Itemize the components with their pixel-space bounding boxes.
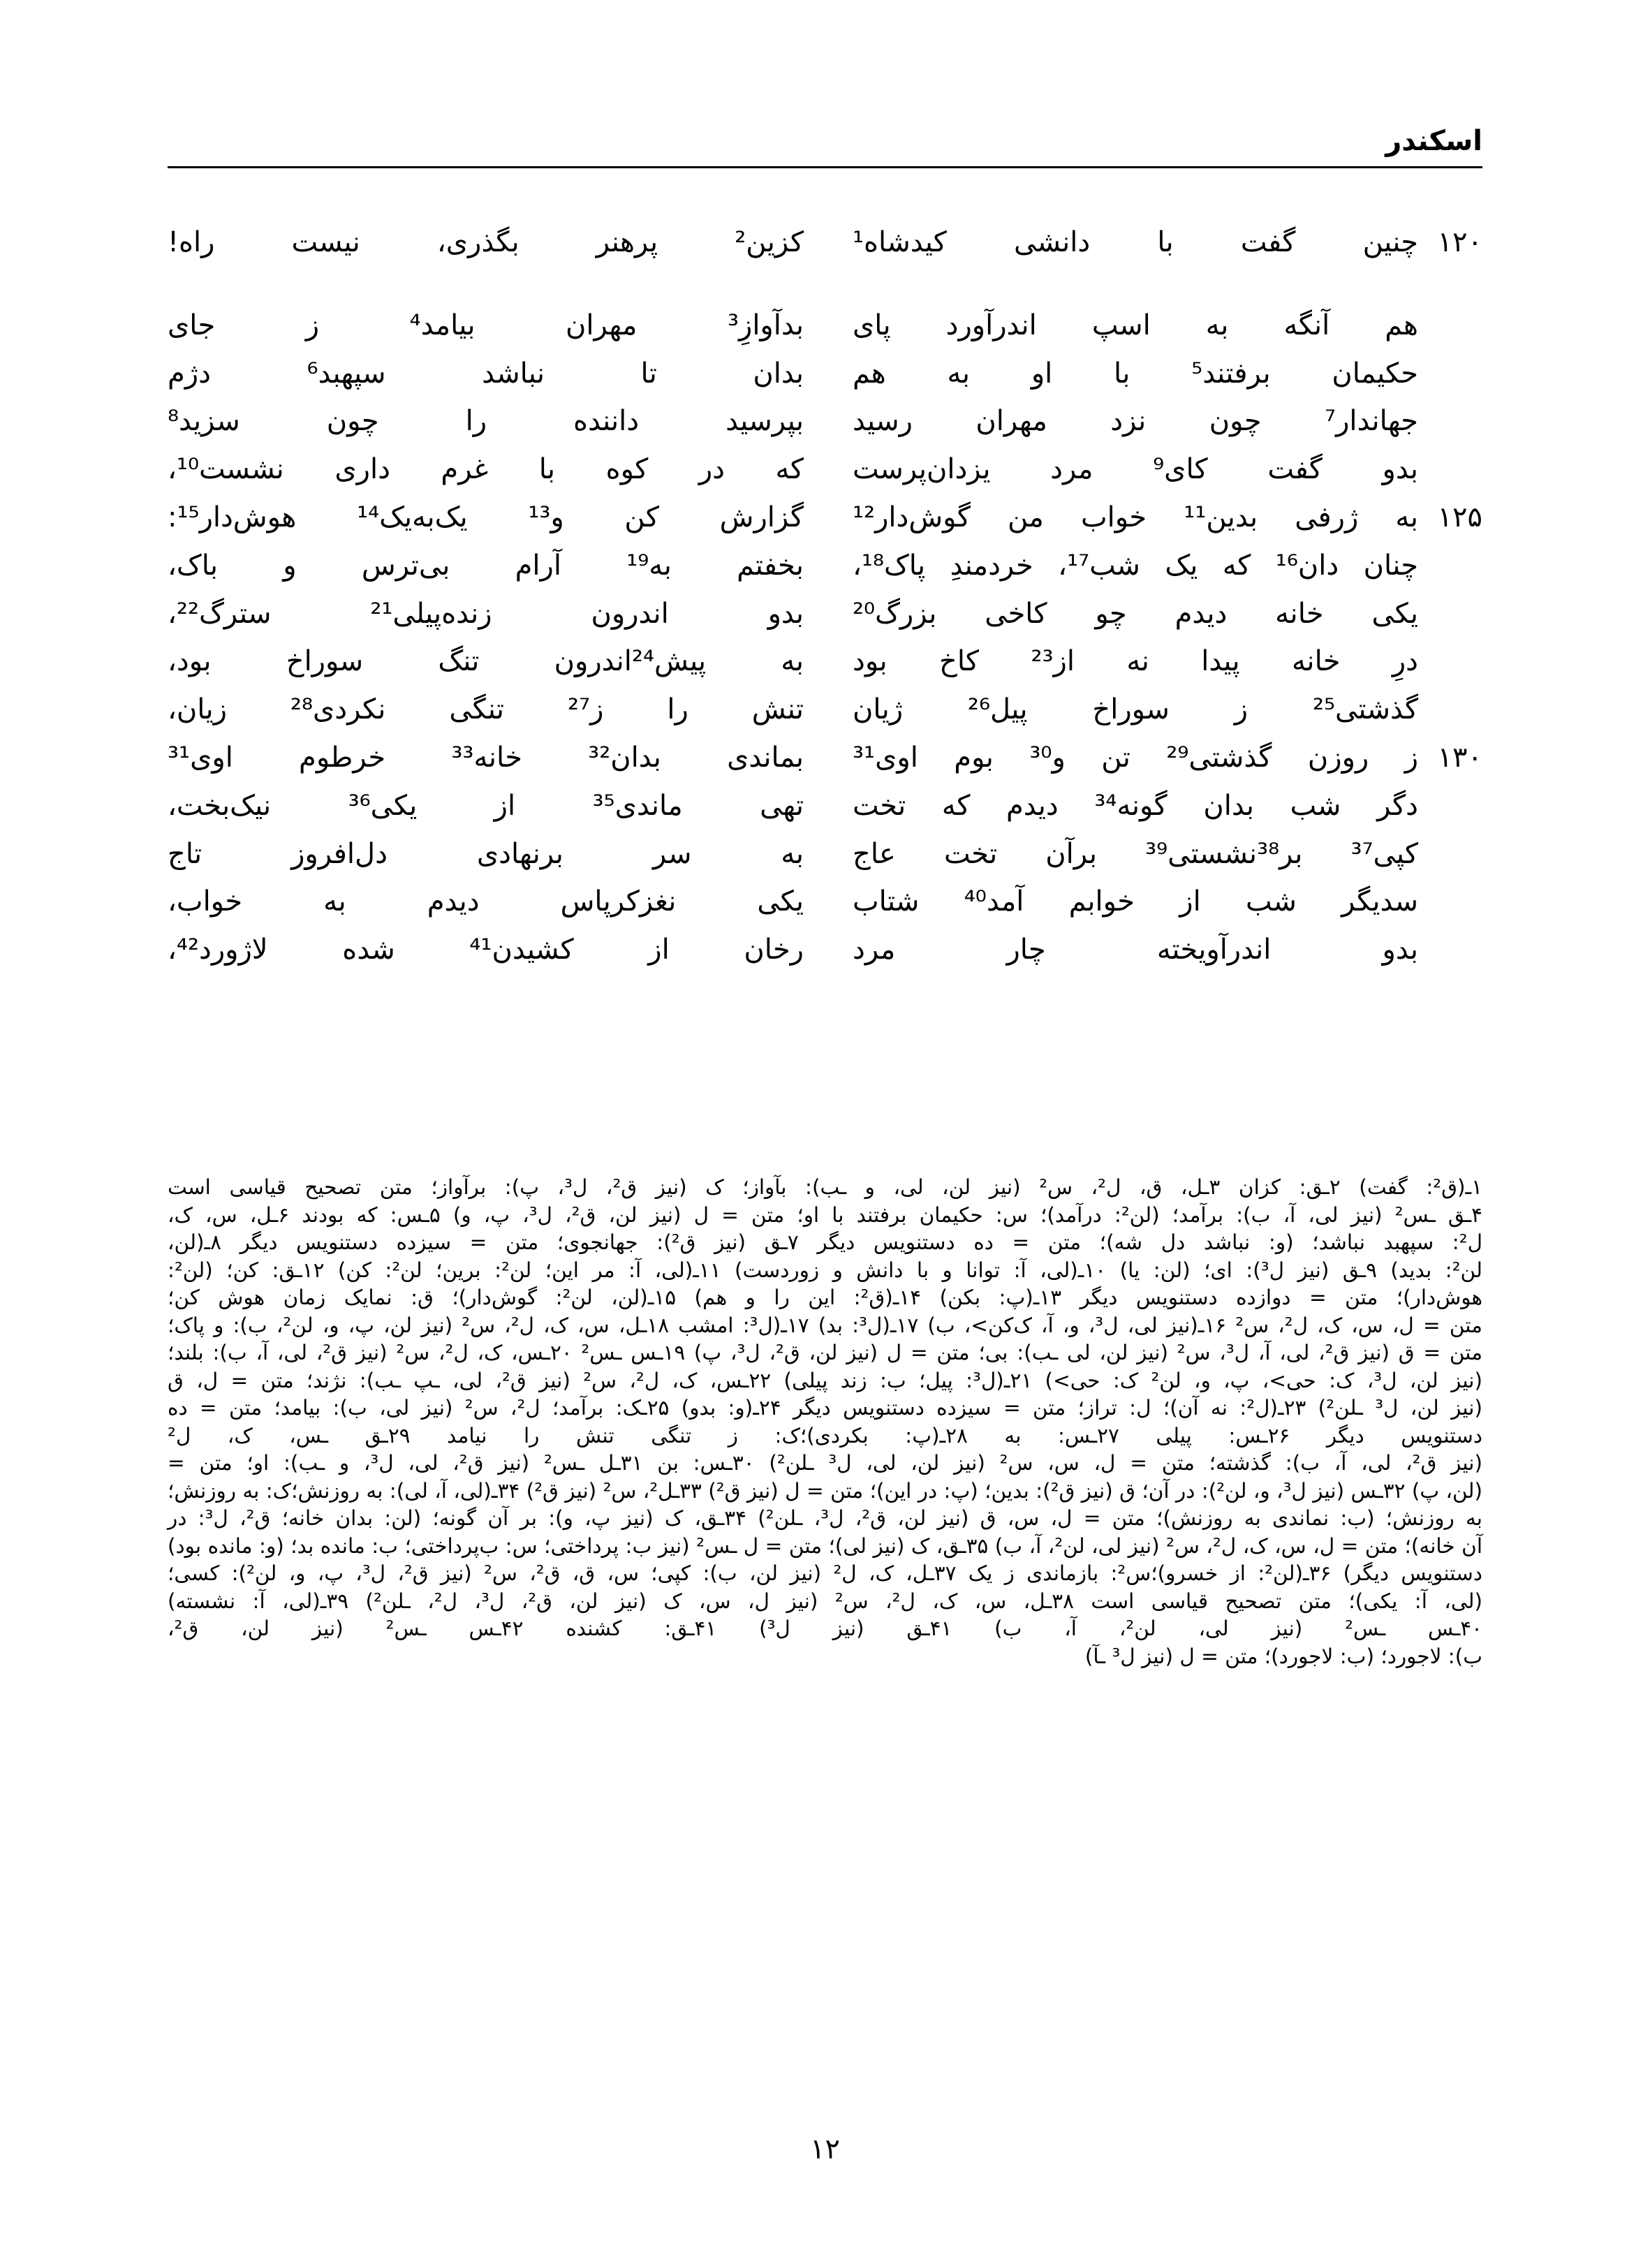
verse-block [168, 220, 1482, 975]
verse-row [168, 399, 1482, 444]
hemistich-first: یکی خانه دیدم چو کاخی بزرگ²⁰ [853, 597, 1418, 630]
apparatus-line: (لن، پ) ۳۲ـس (نیز ل³، و، لن²): در آن؛ ق (نیز ق²): بدین؛ (پ: در این)؛ متن = ل (نیز ق²) ۳۳ـل²، س² (نیز ق²) ۳۴ـ(لی، آ، لی): به روزنش؛ک: به روزنش؛ [168, 1478, 1482, 1503]
verse-row [168, 303, 1482, 348]
hemistich-second: یکی نغزکرپاس دیدم به خواب، [168, 885, 804, 918]
hemistich-first: بدو گفت کای⁹ مرد یزدان‌پرست [853, 453, 1418, 486]
page-header [168, 126, 1482, 168]
hemistich-second: بدآوازِ³ مهران بیامد⁴ ز جای [168, 309, 804, 341]
apparatus-line: هوش‌دار)؛ متن = دوازده دستنویس دیگر ۱۳ـ(پ: بکن) ۱۴ـ(ق²: این را و هم) ۱۵ـ(لن، لن²: گوش‌دار)؛ ق: نمایک زمان هوش کن؛ [168, 1286, 1483, 1309]
apparatus-line: ۴۰ـس ـس² (نیز لی، لن²، آ، ب) ۴۱ـق (نیز ل³) ۴۱ـق: کشنده ۴۲ـس ـس² (نیز لن، ق²، [168, 1617, 1482, 1640]
verse-row [168, 735, 1482, 781]
hemistich-first: کپی³⁷ بر³⁸نشستی³⁹ برآن تخت عاج [853, 837, 1418, 870]
hemistich-second: گزارش کن و¹³ یک‌به‌یک¹⁴ هوش‌دار¹⁵: [168, 501, 804, 533]
hemistich-second: تهی ماندی³⁵ از یکی³⁶ نیک‌بخت، [168, 789, 804, 822]
apparatus-line: متن = ق (نیز ق²، لی، آ، ل³، س² (نیز لن، لی ـب): بی؛ متن = ل (نیز لن، ق²، ل³، پ) ۱۹ـس ـس² ۲۰ـس، ک، ل²، س² (نیز ق²، لی، آ، ب): بلند؛ [168, 1341, 1483, 1364]
hemistich-first: ز روزن گذشتی²⁹ تن و³⁰ بوم اوی³¹ [853, 741, 1419, 774]
apparatus-line: لن²: بدید) ۹ـق (نیز ل³): ای؛ (لن: یا) ۱۰ـ(لی، آ: توانا و با دانش و زوردست) ۱۱ـ(لی، آ: مر این؛ لن²: برین؛ لن²: کن) ۱۲ـق: کن؛ (لن²: [168, 1258, 1482, 1282]
verse-number: ۱۳۰ [1437, 741, 1482, 774]
hemistich-second: کزین² پرهنر بگذری، نیست راه! [168, 226, 804, 258]
verse-row [168, 591, 1482, 637]
apparatus-line: متن = ل، س، ک، ل²، س² ۱۶ـ(نیز لی، ل³، و، آ، ‌ک‌کن>، ب) ۱۷ـ(ل³: بد) ۱۷ـ(ل³: امشب ۱۸ـل، س، ک، ل²، س² (نیز لن، پ، و، لن²، ب): و پاک؛ [168, 1313, 1482, 1337]
hemistich-first: هم آنگه به اسپ اندرآورد پای [853, 309, 1418, 341]
critical-apparatus [168, 1177, 1482, 1674]
verse-row [168, 879, 1482, 925]
hemistich-first: جهاندار⁷ چون نزد مهران رسید [853, 405, 1418, 438]
hemistich-second: بدان تا نباشد سپهبد⁶ دژم [168, 357, 804, 390]
verse-row [168, 832, 1482, 877]
verse-row [168, 687, 1482, 732]
folio-number: ۱۲ [810, 2133, 840, 2165]
hemistich-first: چنین گفت با دانشی کید‌شاه¹ [853, 226, 1418, 258]
apparatus-line: (نیز لن، ل³ ـلن²) ۲۳ـ(ل²: نه آن)؛ ل: تراز؛ متن = سیزده دستنویس دیگر ۲۴ـ(و: بدو) ۲۵ـک: برآمد؛ ل²، س² (نیز لی، ب): بیامد؛ متن = ده [168, 1396, 1482, 1420]
verse-row [168, 220, 1482, 265]
verse-row [168, 351, 1482, 397]
hemistich-second: به پیش²⁴اندرون تنگ سوراخ بود، [168, 645, 804, 678]
apparatus-line: (لی، آ: یکی)؛ متن تصحیح قیاسی است ۳۸ـل، س، ک، ل²، س² (نیز ل، س، ک (نیز لن، ق²، ل³، ل²، ـلن²) ۳۹ـ(لی، آ: نشسته) [168, 1589, 1482, 1613]
hemistich-first: چنان دان¹⁶ که یک شب¹⁷، خردمندِ پاک¹⁸، [853, 549, 1419, 582]
apparatus-line: (نیز ق²، لی، آ، ب): گذشته؛ متن = ل، س، س² (نیز لن، لی، ل³ ـلن²) ۳۰ـس: بن ۳۱ـل ـس² (نیز ق²، لی، ل³، و ـب): او؛ متن = [168, 1451, 1483, 1475]
apparatus-line: به روزنش؛ (ب: نماندی به روزنش)؛ متن = ل، س، ق (نیز لن، ق²، ل³، ـلن²) ۳۴ـق، ک (نیز پ، و): بر آن گونه؛ (لن: بدان خانه؛ ق²، ل³: در [168, 1506, 1483, 1530]
hemistich-first: بدو اندرآویخته چار مرد [853, 934, 1418, 966]
apparatus-line: ب): لاجورد؛ (ب: لاجورد)؛ متن = ل (نیز ل³ ـآ) [1084, 1644, 1482, 1668]
verse-row [168, 495, 1482, 540]
hemistich-first: به ژرفی بدین¹¹ خواب من گوش‌دار¹² [853, 501, 1418, 533]
hemistich-first: حکیمان برفتند⁵ با او به هم [853, 357, 1418, 390]
hemistich-second: بماندی بدان³² خانه³³ خرطوم اوی³¹ [168, 741, 804, 774]
running-head: اسکندر [1385, 125, 1482, 157]
hemistich-second: که در کوه با غرم داری نشست¹⁰، [168, 453, 804, 486]
apparatus-line: ۱ـ(ق²: گفت) ۲ـق: کزان ۳ـل، ق، ل²، س² (نیز لن، لی، و ـب): بآواز؛ ک (نیز ق²، ل³، پ): برآواز؛ متن تصحیح قیاسی است [168, 1175, 1483, 1199]
hemistich-second: تنش را ز²⁷ تنگی نکردی²⁸ زیان، [168, 693, 804, 726]
hemistich-second: بدو اندرون زنده‌پیلی²¹ سترگ²²، [168, 597, 804, 630]
hemistich-second: بپرسید داننده را چون سزید⁸ [168, 405, 804, 438]
verse-number: ۱۲۵ [1437, 501, 1482, 533]
apparatus-line: آن خانه)؛ متن = ل، س، ک، ل²، س² (نیز لی، لن²، آ، ب) ۳۵ـق، ک (نیز لی)؛ متن = ل ـس² (نیز ب: پرداختی؛ س: ب‌پرداختی؛ ب: مانده بد؛ (و: مانده بود) [168, 1533, 1483, 1558]
apparatus-line: دستنویس دیگر) ۳۶ـ(لن²: از خسرو)؛س²: بازماندی ز یک ۳۷ـل، ک، ل² (نیز لن، ب): کپی؛ س، ق، ق²، س² (نیز ق²، ل³، پ، و، لن²): کسی؛ [168, 1561, 1483, 1585]
hemistich-second: رخان از کشیدن⁴¹ شده لاژورد⁴²، [168, 934, 804, 966]
hemistich-first: درِ خانه پیدا نه از²³ کاخ بود [853, 645, 1418, 678]
hemistich-first: دگر شب بدان گونه³⁴ دیدم که تخت [853, 789, 1418, 822]
hemistich-first: گذشتی²⁵ ز سوراخ پیل²⁶ ژیان [853, 693, 1418, 726]
apparatus-line: دستنویس دیگر ۲۶ـس: پیلی ۲۷ـس: به ۲۸ـ(پ: بکردی)؛ک: ز تنگی تنش را نیامد ۲۹ـق ـس، ک، ل² [168, 1423, 1482, 1448]
verse-row [168, 783, 1482, 829]
verse-number: ۱۲۰ [1437, 226, 1482, 258]
verse-row [168, 639, 1482, 684]
verse-row [168, 447, 1482, 492]
hemistich-first: سدیگر شب از خوابم آمد⁴⁰ شتاب [853, 885, 1418, 918]
apparatus-line: ل²: سپهبد نباشد؛ (و: نباشد دل شه)؛ متن = ده دستنویس دیگر ۷ـق (نیز ق²): جهانجوی؛ متن = سیزده دستنویس دیگر ۸ـ(لن، [168, 1230, 1483, 1254]
hemistich-second: به سر برنهادی دل‌افروز تاج [168, 837, 804, 870]
verse-row [168, 927, 1482, 973]
apparatus-line: (نیز لن، ل³، ک: حی>، پ، و، لن² ک: حی>) ۲۱ـ(ل³: پیل؛ ب: زند پیلی) ۲۲ـس، ک، ل²، س² (نیز ق²، لی، ـپ ـب): نژند؛ متن = ل، ق [168, 1368, 1482, 1392]
verse-row [168, 543, 1482, 589]
hemistich-second: بخفتم به¹⁹ آرام بی‌ترس و باک، [168, 549, 804, 582]
header-rule [168, 166, 1482, 168]
apparatus-line: ۴ـق ـس² (نیز لی، آ، ب): برآمد؛ (لن²: درآمد)؛ س: حکیمان برفتند با او؛ متن = ل (نیز لن، ق²، ل³، پ، و) ۵ـس: که بودند ۶ـل، س، ک، [168, 1202, 1483, 1227]
